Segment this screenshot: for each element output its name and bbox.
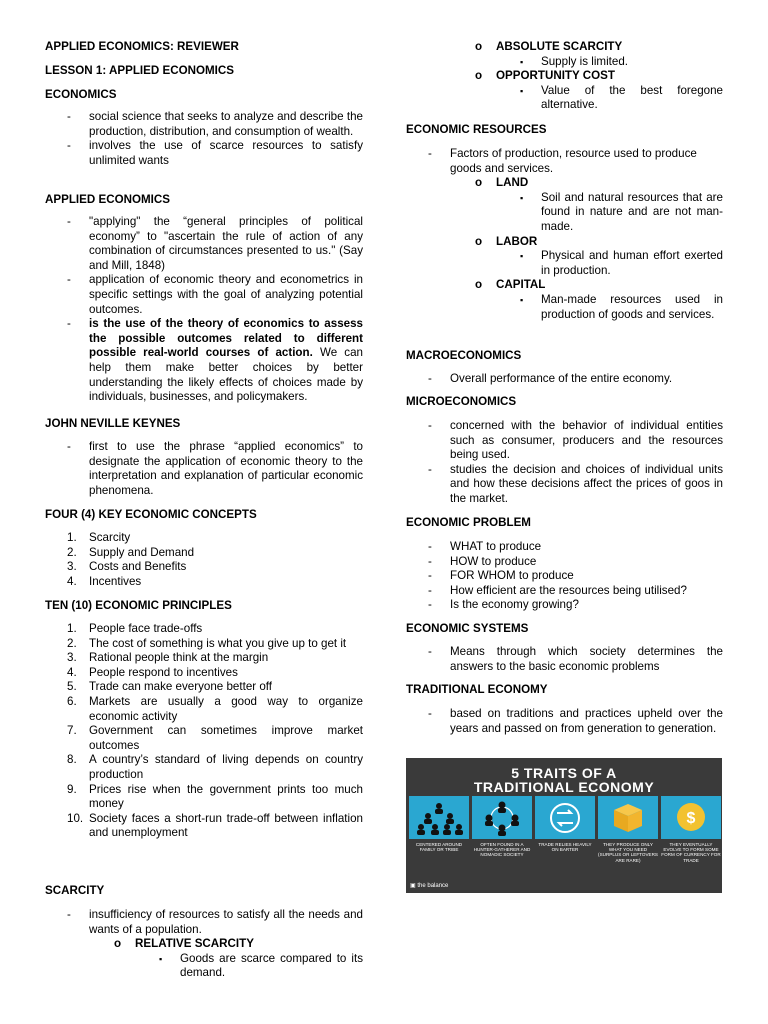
capital-label: o CAPITAL: [406, 278, 723, 293]
trait-tile: [661, 796, 721, 882]
list-item: - Overall performance of the entire economy.: [406, 372, 723, 387]
trait-tile-box: [661, 796, 721, 839]
list-item: 6. Markets are usually a good way to organize economic activity: [67, 694, 363, 723]
list-item: ▪ Man-made resources used in production of goods and services.: [406, 293, 723, 322]
list-item: ▪ Goods are scarce compared to its demand.: [45, 952, 363, 981]
list-item: - FOR WHOM to produce: [406, 569, 723, 584]
list-item: - involves the use of scarce resources to satisfy unlimited wants: [45, 139, 363, 168]
barter-icon: [535, 796, 595, 839]
list-item: - application of economic theory and econometrics in specific settings with the goal of analyzing potential outcomes.: [45, 273, 363, 317]
trait-tile-box: [472, 796, 532, 839]
lesson-heading: LESSON 1: APPLIED ECONOMICS: [45, 64, 234, 77]
opportunity-cost-label: o OPPORTUNITY COST: [406, 69, 723, 84]
problem-list: [406, 540, 723, 613]
coin-icon: [661, 796, 721, 839]
box-icon: [598, 796, 658, 839]
list-item: - studies the decision and choices of individual units and how these decisions affect the prices of goos in the market.: [406, 463, 723, 507]
infographic-title-line: TRADITIONAL ECONOMY: [473, 779, 655, 795]
list-item: - Factors of production, resource used to produce goods and services.: [406, 147, 723, 176]
list-item: ▪ Physical and human effort exerted in production.: [406, 249, 723, 278]
micro-list: [406, 419, 723, 507]
keynes-heading: JOHN NEVILLE KEYNES: [45, 417, 181, 430]
trait-tile: [535, 796, 595, 882]
trait-tile-box: [598, 796, 658, 839]
scarcity-heading: SCARCITY: [45, 884, 105, 897]
plain-text: We can help them make better choices by better understanding the likely effects of choices made by individuals, businesses, and policymakers.: [89, 346, 363, 404]
list-item: 3. Costs and Benefits: [67, 560, 187, 574]
list-item: - "applying" the “general principles of political economy” to "ascertain the rule of action of any combination of circumstances presented to us." (Say and Mill, 1848): [45, 215, 363, 273]
list-item: 2. The cost of something is what you give up to get it: [67, 636, 347, 650]
resources-list: [406, 147, 723, 322]
concepts-heading: FOUR (4) KEY ECONOMIC CONCEPTS: [45, 508, 257, 521]
list-item: ▪ Value of the best foregone alternative.: [406, 84, 723, 113]
list-item: - concerned with the behavior of individual entities such as consumer, producers and the resources being used.: [406, 419, 723, 463]
list-item: 7. Government can sometimes improve market outcomes: [67, 724, 363, 752]
applied-economics-heading: APPLIED ECONOMICS: [45, 193, 170, 206]
list-item: 4. Incentives: [67, 574, 142, 588]
trait-caption: OFTEN FOUND IN A HUNTER-GATHERER AND NOMADIC SOCIETY: [473, 842, 531, 858]
trait-caption: THEY PRODUCE ONLY WHAT YOU NEED (SURPLUS OR LEFTOVERS ARE RARE): [598, 842, 658, 863]
list-item: ▪ Soil and natural resources that are found in nature and are not man-made.: [406, 191, 723, 235]
resources-heading: ECONOMIC RESOURCES: [406, 123, 547, 136]
trait-caption: TRADE RELIES HEAVILY ON BARTER: [538, 842, 592, 853]
economic-systems-heading: ECONOMIC SYSTEMS: [406, 622, 529, 635]
trait-caption: THEY EVENTUALLY EVOLVE TO FORM SOME FORM OF CURRENCY FOR TRADE: [661, 842, 721, 863]
nomadic-group-icon: [472, 796, 532, 839]
list-item: 5. Trade can make everyone better off: [67, 680, 273, 694]
list-item: - based on traditions and practices upheld over the years and passed on from generation to generation.: [406, 707, 723, 736]
labor-label: o LABOR: [406, 235, 723, 250]
list-item: - WHAT to produce: [406, 540, 723, 555]
trait-tile: [409, 796, 469, 882]
list-item: 4. People respond to incentives: [67, 665, 238, 679]
principles-list: [45, 622, 363, 841]
list-item: 8. A country’s standard of living depends on country production: [67, 753, 363, 781]
traditional-economy-infographic: [406, 758, 722, 893]
list-item: 10. Society faces a short-run trade-off between inflation and unemployment: [67, 811, 363, 840]
scarcity-types: [406, 40, 723, 113]
economic-problem-heading: ECONOMIC PROBLEM: [406, 516, 531, 529]
the-balance-logo: ▣ the balance: [410, 883, 449, 889]
list-item: 1. People face trade-offs: [67, 622, 203, 635]
list-item: - HOW to produce: [406, 555, 723, 570]
list-item: 3. Rational people think at the margin: [67, 651, 269, 665]
list-item: - Is the economy growing?: [406, 598, 723, 613]
list-item: - How efficient are the resources being utilised?: [406, 584, 723, 599]
list-item: 2. Supply and Demand: [67, 545, 195, 559]
trait-tile: [472, 796, 532, 882]
trait-tile-box: [409, 796, 469, 839]
trait-tile-box: [535, 796, 595, 839]
list-item: - Means through which society determines the answers to the basic economic problems: [406, 645, 723, 674]
macroeconomics-heading: MACROECONOMICS: [406, 349, 522, 362]
infographic-title: [406, 766, 722, 794]
keynes-list: [45, 440, 363, 498]
concepts-list: [45, 531, 363, 589]
trait-caption: CENTERED AROUND FAMILY OR TRIBE: [415, 842, 463, 853]
list-item: - social science that seeks to analyze and describe the production, distribution, and consumption of wealth.: [45, 110, 363, 139]
list-item: 1. Scarcity: [67, 531, 131, 544]
absolute-scarcity-label: o ABSOLUTE SCARCITY: [406, 40, 723, 55]
relative-scarcity-label: o RELATIVE SCARCITY: [45, 937, 363, 952]
bold-text: is the use of the theory of economics to assess the possible outcomes related to different possible real-world courses of action.: [89, 317, 363, 360]
list-item: - first to use the phrase “applied economics” to designate the application of economic theory to the interpretation and explanation of particular economic phenomena.: [45, 440, 363, 498]
family-icon: [409, 796, 469, 839]
principles-heading: TEN (10) ECONOMIC PRINCIPLES: [45, 599, 232, 612]
traditional-economy-heading: TRADITIONAL ECONOMY: [406, 683, 548, 696]
trait-tile: [598, 796, 658, 882]
list-item: ▪ Supply is limited.: [406, 55, 723, 70]
land-label: o LAND: [406, 176, 723, 191]
applied-economics-list: [45, 215, 363, 405]
list-item: - insufficiency of resources to satisfy all the needs and wants of a population.: [45, 908, 363, 937]
microeconomics-heading: MICROECONOMICS: [406, 395, 517, 408]
list-item: 9. Prices rise when the government prints too much money: [67, 782, 363, 811]
economics-list: [45, 110, 363, 168]
svg-text:$: $: [686, 810, 696, 827]
macro-list: [406, 372, 723, 387]
systems-list: [406, 645, 723, 674]
document-title: APPLIED ECONOMICS: REVIEWER: [45, 40, 239, 53]
traditional-list: [406, 707, 723, 736]
logo-text: the balance: [417, 883, 449, 889]
economics-heading: ECONOMICS: [45, 88, 117, 101]
infographic-title-line: 5 TRAITS OF A: [511, 765, 617, 781]
scarcity-list: [45, 908, 363, 981]
list-item: [45, 317, 363, 405]
